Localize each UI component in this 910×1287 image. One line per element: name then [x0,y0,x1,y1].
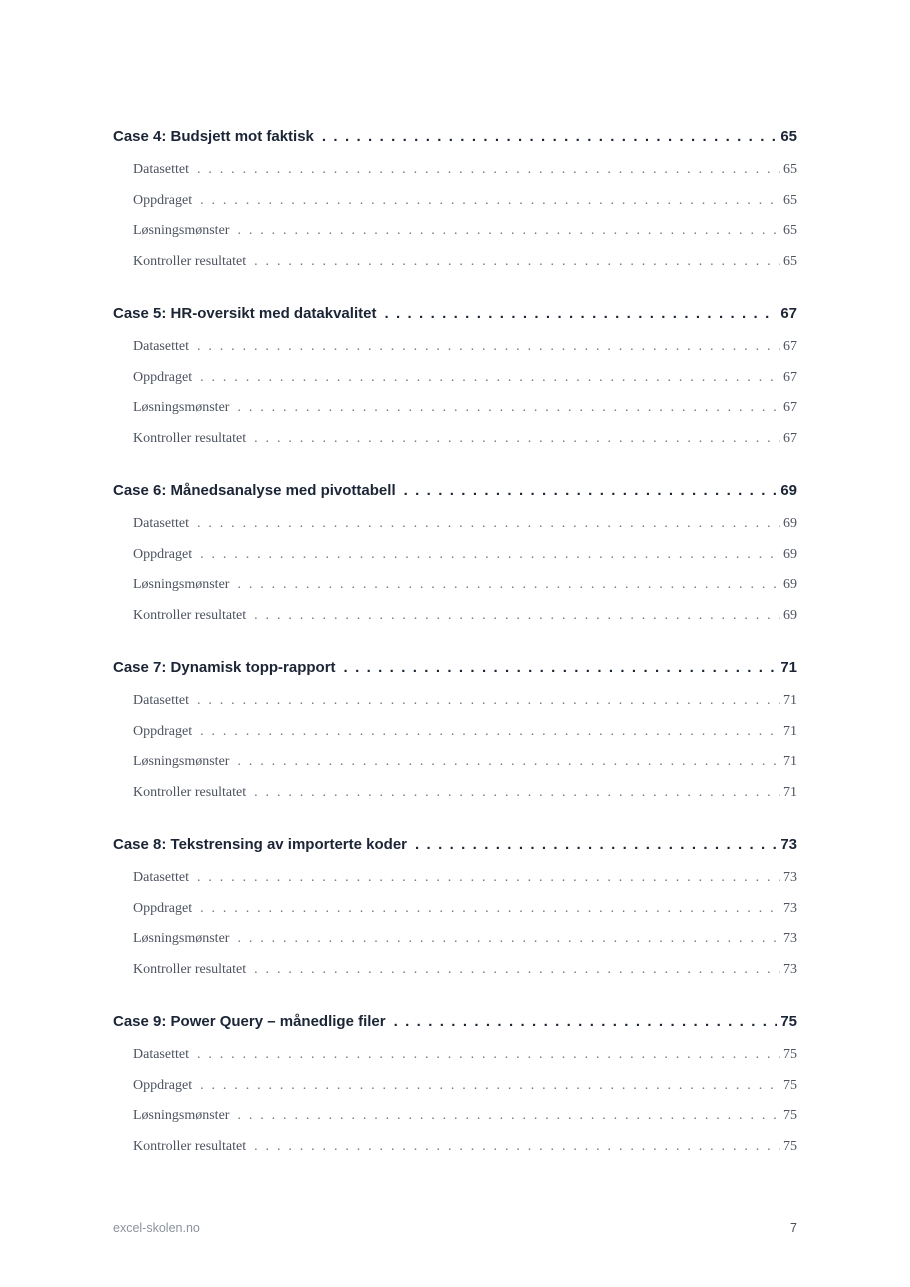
dot-leader [237,928,780,950]
toc-page-number: 71 [783,693,797,708]
toc-section-entry[interactable] [113,867,797,898]
toc-chapter [113,836,797,989]
dot-leader [200,721,780,743]
dot-leader [344,659,778,676]
dot-leader [254,1136,780,1158]
toc-page-number: 75 [780,1013,797,1030]
dot-leader [394,1013,778,1030]
toc-section-entry[interactable] [113,1136,797,1167]
toc-chapter [113,305,797,458]
toc-page-number: 73 [783,961,797,977]
toc-page-number: 75 [783,1108,797,1123]
dot-leader [404,482,778,499]
toc-page-number: 65 [783,223,797,238]
dot-leader [237,574,780,596]
toc-section-entry[interactable] [113,190,797,221]
toc-section-label: Oppdraget [133,1077,193,1093]
toc-section-label: Oppdraget [133,192,193,208]
dot-leader [197,513,780,535]
toc-page-number: 75 [783,1077,797,1093]
toc-section-entry[interactable] [113,721,797,752]
toc-chapter-title: Case 8: Tekstrensing av importerte koder [113,836,407,853]
toc-chapter-title: Case 4: Budsjett mot faktisk [113,128,314,145]
dot-leader [237,397,780,419]
toc-page-number: 65 [783,162,797,177]
toc-chapter [113,128,797,281]
toc-page-number: 73 [783,931,797,946]
toc-section-entry[interactable] [113,336,797,367]
dot-leader [197,336,780,358]
toc-section-label: Kontroller resultatet [133,1138,247,1154]
dot-leader [237,751,780,773]
toc-section-entry[interactable] [113,898,797,929]
toc-chapter-title: Case 7: Dynamisk topp-rapport [113,659,336,676]
dot-leader [200,1075,780,1097]
toc-section-label: Datasettet [133,162,189,177]
toc-page-number: 73 [783,900,797,916]
toc-section-entry[interactable] [113,251,797,282]
toc-chapter-entry[interactable] [113,482,797,504]
dot-leader [200,544,780,566]
footer-site: excel-skolen.no [113,1221,200,1235]
dot-leader [197,690,780,712]
toc-section-entry[interactable] [113,782,797,813]
toc-chapter [113,482,797,635]
toc-section-entry[interactable] [113,513,797,544]
footer-page-number: 7 [790,1221,797,1235]
toc-page-number: 65 [780,128,797,145]
toc-section-entry[interactable] [113,959,797,990]
dot-leader [197,159,780,181]
toc-chapter-entry[interactable] [113,305,797,327]
toc-page-number: 73 [780,836,797,853]
toc-page-number: 65 [783,253,797,269]
toc-chapter-entry[interactable] [113,836,797,858]
toc-page-number: 75 [783,1047,797,1062]
toc-page-number: 71 [783,784,797,800]
toc-chapter-title: Case 6: Månedsanalyse med pivottabell [113,482,396,499]
toc-chapter-entry[interactable] [113,128,797,150]
toc-page-number: 75 [783,1138,797,1154]
page-footer [113,1221,797,1235]
toc-section-label: Kontroller resultatet [133,784,247,800]
dot-leader [384,305,777,322]
dot-leader [197,1044,780,1066]
toc-page-number: 67 [780,305,797,322]
toc-section-label: Løsningsmønster [133,400,230,415]
toc-section-entry[interactable] [113,690,797,721]
toc-section-entry[interactable] [113,574,797,605]
toc-section-label: Oppdraget [133,723,193,739]
toc-section-entry[interactable] [113,751,797,782]
dot-leader [415,836,777,853]
toc-page-number: 69 [783,607,797,623]
toc-page-number: 69 [783,516,797,531]
toc-chapter-title: Case 9: Power Query – månedlige filer [113,1013,386,1030]
toc-section-entry[interactable] [113,1044,797,1075]
toc-page-number: 67 [783,339,797,354]
toc-chapter-entry[interactable] [113,1013,797,1035]
dot-leader [200,367,780,389]
toc-chapter [113,1013,797,1166]
toc-page-number: 69 [783,577,797,592]
toc-page-number: 71 [783,754,797,769]
dot-leader [237,220,780,242]
dot-leader [200,190,780,212]
toc-section-label: Oppdraget [133,546,193,562]
toc-section-label: Kontroller resultatet [133,961,247,977]
dot-leader [254,428,780,450]
dot-leader [254,251,780,273]
toc-section-entry[interactable] [113,428,797,459]
dot-leader [254,959,780,981]
toc-section-label: Datasettet [133,693,189,708]
toc-section-entry[interactable] [113,605,797,636]
toc-chapter [113,659,797,812]
toc-page-number: 67 [783,400,797,415]
toc-section-label: Oppdraget [133,369,193,385]
toc-section-entry[interactable] [113,544,797,575]
toc-page-number: 69 [783,546,797,562]
toc-section-entry[interactable] [113,220,797,251]
toc-section-label: Datasettet [133,870,189,885]
toc-section-label: Datasettet [133,339,189,354]
toc-section-entry[interactable] [113,397,797,428]
toc-section-entry[interactable] [113,1105,797,1136]
toc-chapter-title: Case 5: HR-oversikt med datakvalitet [113,305,377,322]
toc-section-label: Løsningsmønster [133,223,230,238]
toc-section-label: Oppdraget [133,900,193,916]
table-of-contents [113,128,797,1190]
toc-section-label: Løsningsmønster [133,931,230,946]
toc-page-number: 67 [783,369,797,385]
toc-page-number: 71 [780,659,797,676]
dot-leader [237,1105,780,1127]
toc-section-entry[interactable] [113,928,797,959]
toc-page-number: 65 [783,192,797,208]
dot-leader [197,867,780,889]
toc-section-entry[interactable] [113,367,797,398]
toc-section-label: Kontroller resultatet [133,607,247,623]
dot-leader [200,898,780,920]
toc-section-entry[interactable] [113,1075,797,1106]
toc-page-number: 71 [783,723,797,739]
dot-leader [254,782,780,804]
dot-leader [322,128,777,145]
toc-section-label: Løsningsmønster [133,754,230,769]
toc-page-number: 69 [780,482,797,499]
toc-section-label: Kontroller resultatet [133,253,247,269]
toc-section-label: Løsningsmønster [133,577,230,592]
toc-section-entry[interactable] [113,159,797,190]
dot-leader [254,605,780,627]
toc-page-number: 67 [783,430,797,446]
toc-section-label: Kontroller resultatet [133,430,247,446]
toc-section-label: Datasettet [133,516,189,531]
toc-section-label: Løsningsmønster [133,1108,230,1123]
toc-chapter-entry[interactable] [113,659,797,681]
toc-section-label: Datasettet [133,1047,189,1062]
toc-page-number: 73 [783,870,797,885]
